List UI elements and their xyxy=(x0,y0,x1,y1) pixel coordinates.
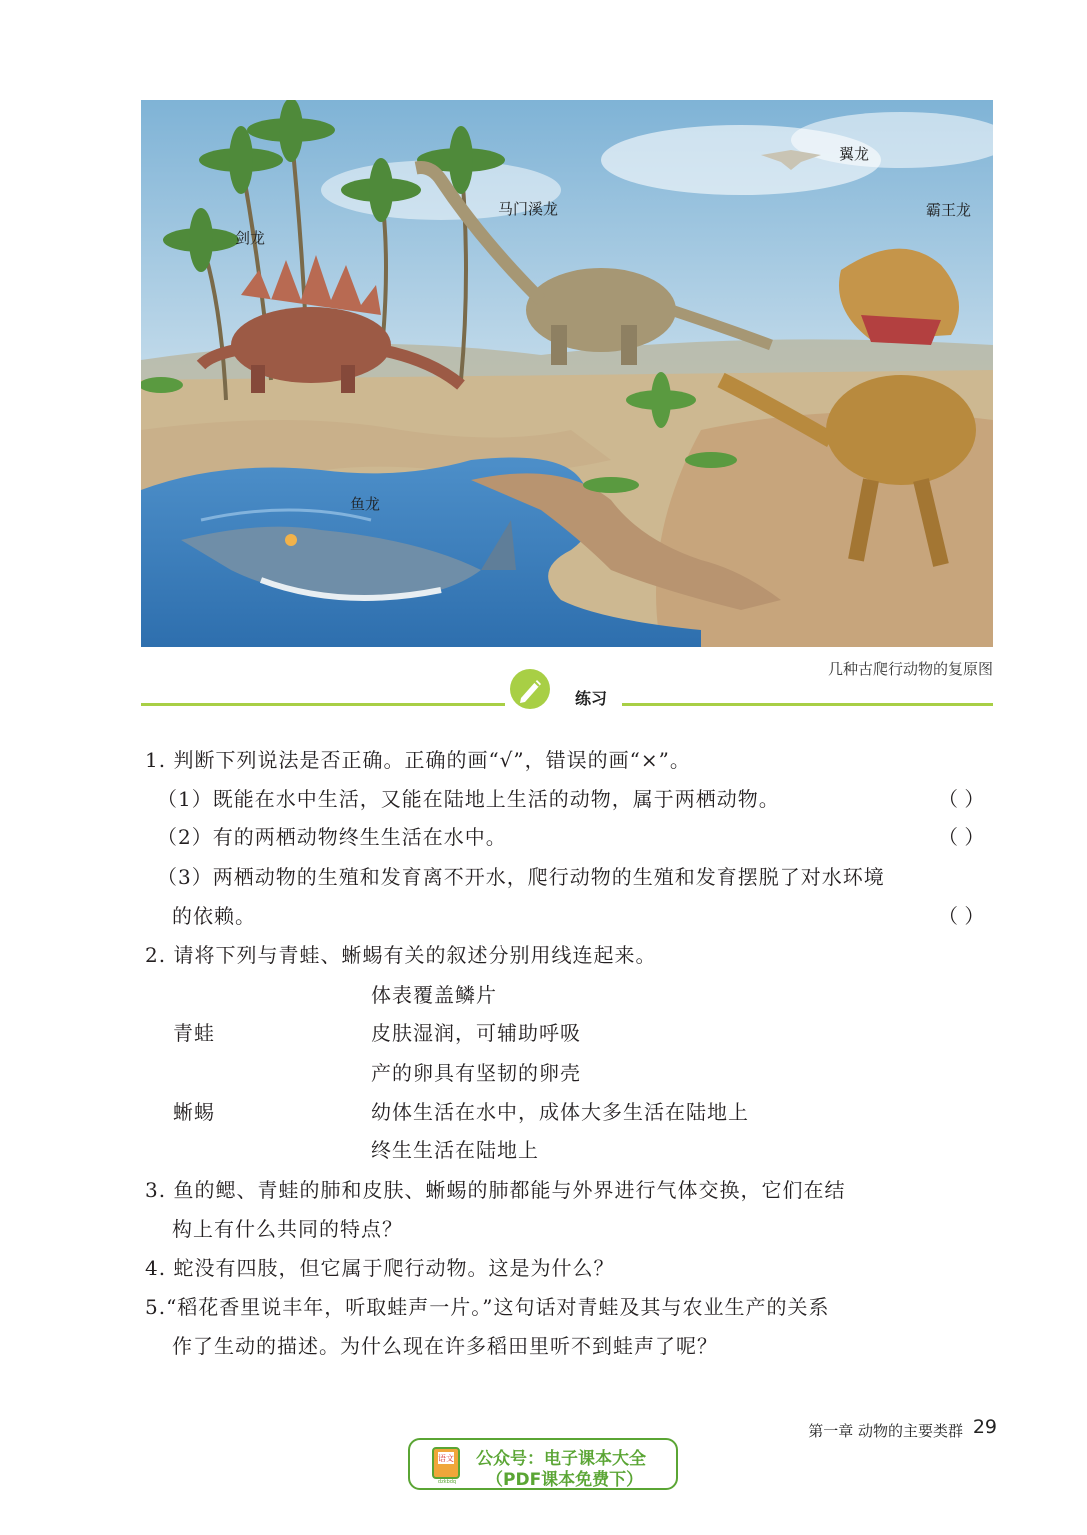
q5-line-2: 作了生动的描述。为什么现在许多稻田里听不到蛙声了呢？ xyxy=(172,1334,718,1358)
q1-item-3-cont: 的依赖。 xyxy=(172,904,256,928)
q1-item-1-blank: （ ） xyxy=(938,787,985,811)
label-tyrannosaurus: 霸王龙 xyxy=(926,201,972,219)
exercise-divider-right xyxy=(622,703,993,706)
watermark-line-1: 公众号：电子课本大全 xyxy=(476,1449,646,1469)
q5-line-1: 5.“稻花香里说丰年，听取蛙声一片。”这句话对青蛙及其与农业生产的关系 xyxy=(145,1295,830,1319)
exercise-divider-left xyxy=(141,703,505,706)
dinosaur-scene xyxy=(141,100,993,647)
label-mamenchisaurus: 马门溪龙 xyxy=(498,200,559,218)
exercise-title: 练习 xyxy=(575,689,608,708)
q1-item-2: （2）有的两栖动物终生生活在水中。 xyxy=(157,825,507,849)
q2-right-5: 终生生活在陆地上 xyxy=(371,1138,539,1162)
q2-stem: 2. 请将下列与青蛙、蜥蜴有关的叙述分别用线连起来。 xyxy=(145,943,657,967)
q1-item-3: （3）两栖动物的生殖和发育离不开水，爬行动物的生殖和发育摆脱了对水环境 xyxy=(157,865,885,889)
q1-stem: 1. 判断下列说法是否正确。正确的画“√”，错误的画“×”。 xyxy=(145,748,691,772)
q2-left-frog: 青蛙 xyxy=(173,1021,215,1045)
watermark-badge xyxy=(408,1438,678,1490)
chapter-footer: 第一章 动物的主要类群 xyxy=(808,1422,963,1440)
watermark-line-2: （PDF课本免费下） xyxy=(486,1470,644,1490)
pencil-icon xyxy=(509,668,551,710)
page-number: 29 xyxy=(972,1416,997,1438)
q1-item-3-blank: （ ） xyxy=(938,904,985,928)
dinosaur-illustration xyxy=(141,100,993,647)
q2-right-4: 幼体生活在水中，成体大多生活在陆地上 xyxy=(371,1100,749,1124)
q2-right-3: 产的卵具有坚韧的卵壳 xyxy=(371,1061,581,1085)
book-icon-subtext: dzkbdq xyxy=(437,1479,457,1484)
q4-line-1: 4. 蛇没有四肢，但它属于爬行动物。这是为什么？ xyxy=(145,1256,615,1280)
q2-left-lizard: 蜥蜴 xyxy=(173,1100,215,1124)
figure-caption: 几种古爬行动物的复原图 xyxy=(827,660,993,678)
label-pterosaur: 翼龙 xyxy=(839,145,870,163)
q2-right-2: 皮肤湿润，可辅助呼吸 xyxy=(371,1021,581,1045)
q3-line-1: 3. 鱼的鳃、青蛙的肺和皮肤、蜥蜴的肺都能与外界进行气体交换，它们在结 xyxy=(145,1178,846,1202)
book-icon xyxy=(430,1446,464,1484)
q1-item-2-blank: （ ） xyxy=(938,825,985,849)
q3-line-2: 构上有什么共同的特点？ xyxy=(172,1217,403,1241)
q2-right-1: 体表覆盖鳞片 xyxy=(371,983,497,1007)
label-ichthyosaur: 鱼龙 xyxy=(350,495,381,513)
book-icon-text: 语文 xyxy=(438,1454,454,1463)
label-stegosaurus: 剑龙 xyxy=(235,229,266,247)
q1-item-1: （1）既能在水中生活，又能在陆地上生活的动物，属于两栖动物。 xyxy=(157,787,780,811)
